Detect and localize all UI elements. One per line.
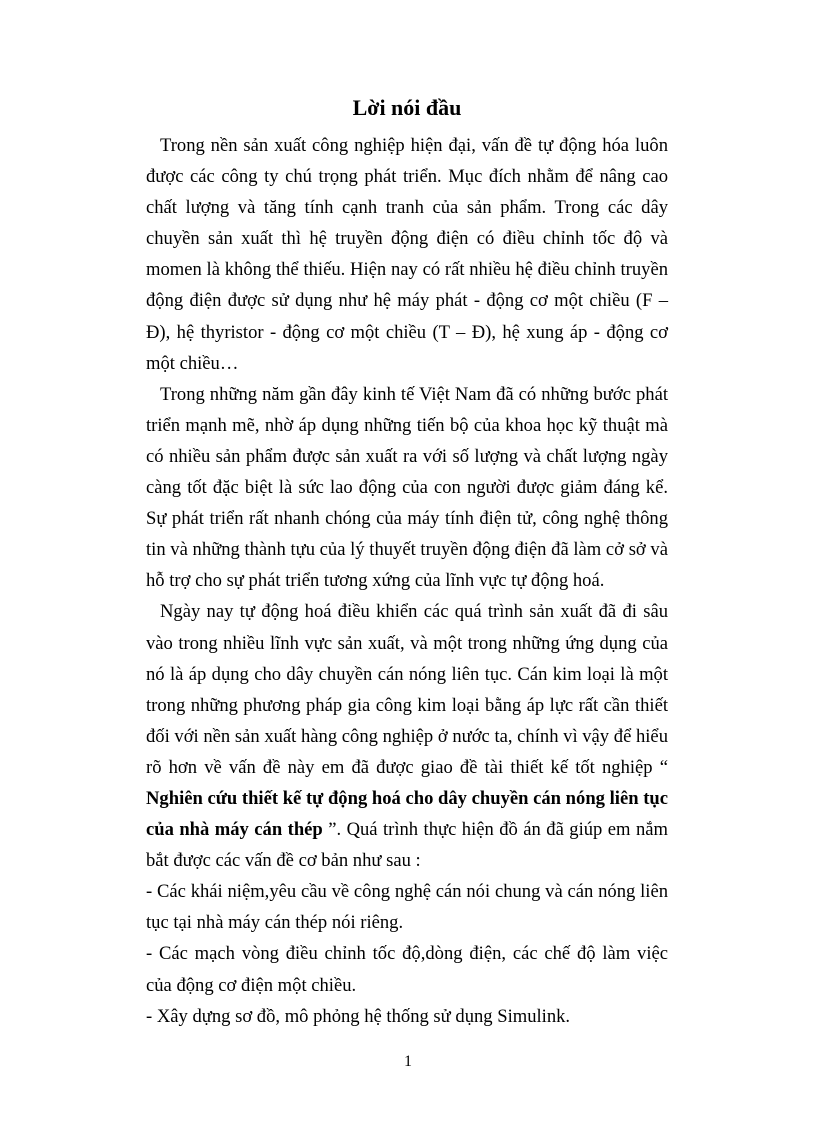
list-item: - Các mạch vòng điều chỉnh tốc độ,dòng điện, các chế độ làm việc của động cơ điện một chiều. [146, 943, 668, 996]
paragraph-vietnam-development: Trong những năm gần đây kinh tế Việt Nam đã có những bước phát triển mạnh mẽ, nhờ áp dụng những tiến bộ của khoa học kỹ thuật mà có nhiều sản phẩm được sản xuất ra với số lượng và chất lượng ngày càng tốt đặc biệt là sức lao động của con người được giảm đáng kể. Sự phát triển rất nhanh chóng của máy tính điện tử, công nghệ thông tin và những thành tựu của lý thuyết truyền động điện đã làm cở sở và hỗ trợ cho sự phát triển tương xứng của lĩnh vực tự động hoá. [146, 383, 668, 592]
list-item: - Các khái niệm,yêu cầu về công nghệ cán nói chung và cán nóng liên tục tại nhà máy cán thép nói riêng. [146, 881, 668, 934]
thesis-title: Nghiên cứu thiết kế tự động hoá cho dây chuyền cán nóng liên tục của nhà máy cán thép [146, 787, 668, 841]
paragraph-automation-intro: Trong nền sản xuất công nghiệp hiện đại, vấn đề tự động hóa luôn được các công ty chú trọng phát triển. Mục đích nhằm để nâng cao chất lượng và tăng tính cạnh tranh của sản phẩm. Trong các dây chuyền sản xuất thì hệ truyền động điện có điều chỉnh tốc độ và momen là không thể thiếu. Hiện nay có rất nhiều hệ điều chỉnh truyền động điện được sử dụng như hệ máy phát - động cơ một chiều (F – Đ), hệ thyristor - động cơ một chiều (T – Đ), hệ xung áp - động cơ một chiều… [146, 135, 668, 374]
paragraph-text-after: ”. Quá trình thực hiện đồ án đã giúp em nắm bắt được các vấn đề cơ bản như sau : [146, 819, 668, 872]
paragraph-text-before: Ngày nay tự động hoá điều khiển các quá trình sản xuất đã đi sâu vào trong nhiều lĩnh vực sản xuất, và một trong những ứng dụng của nó là áp dụng cho dây chuyền cán nóng liên tục. Cán kim loại là một trong những phương pháp gia công kim loại bằng áp lực rất cần thiết đối với nền sản xuất hàng công nghiệp ở nước ta, chính vì vậy để hiểu rõ hơn về vấn đề này em đã được giao đề tài thiết kế tốt nghiệp “ [146, 601, 668, 778]
paragraph-thesis-topic [146, 596, 668, 876]
document-page [146, 88, 668, 1032]
list-item: - Xây dựng sơ đồ, mô phỏng hệ thống sử dụng Simulink. [146, 1005, 571, 1027]
page-title: Lời nói đầu [352, 95, 462, 120]
page-number: 1 [404, 1053, 412, 1070]
